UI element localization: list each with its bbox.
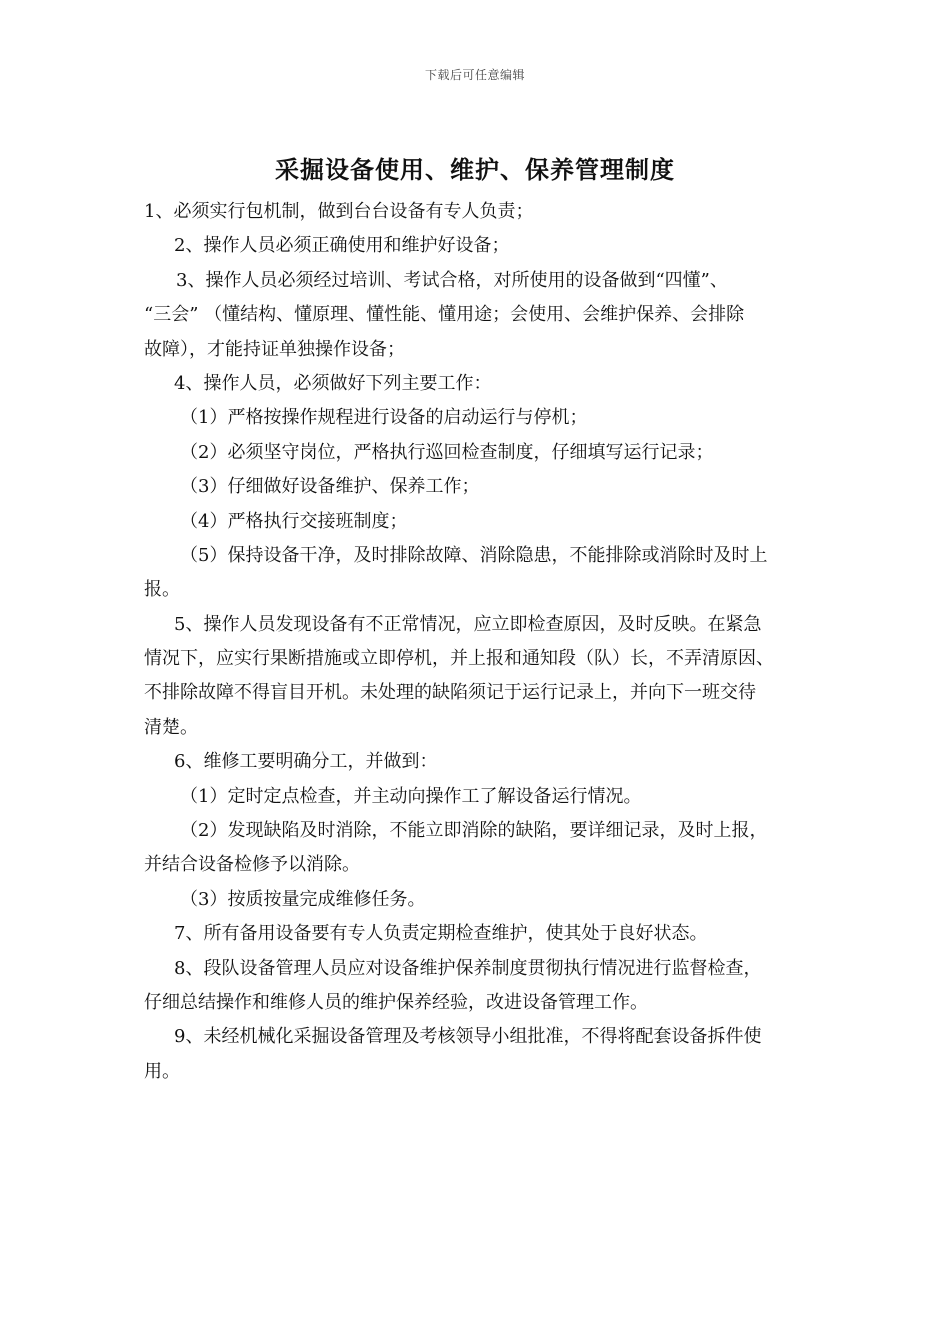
- text-line: 6、维修工要明确分工，并做到：: [174, 751, 438, 773]
- text-line: 情况下，应实行果断措施或立即停机，并上报和通知段（队）长，不弄清原因、: [144, 648, 774, 670]
- text-line: （1）严格按操作规程进行设备的启动运行与停机；: [180, 407, 588, 429]
- text-line: 2、操作人员必须正确使用和维护好设备；: [174, 235, 510, 257]
- text-line: 并结合设备检修予以消除。: [144, 854, 360, 876]
- text-line: （3）仔细做好设备维护、保养工作；: [180, 476, 480, 498]
- text-line: （5）保持设备干净，及时排除故障、消除隐患，不能排除或消除时及时上: [180, 544, 768, 566]
- text-line: 清楚。: [144, 716, 198, 738]
- text-line: 9、未经机械化采掘设备管理及考核领导小组批准，不得将配套设备拆件使: [174, 1026, 762, 1048]
- text-line: 5、操作人员发现设备有不正常情况，应立即检查原因，及时反映。在紧急: [174, 613, 762, 635]
- text-line: （2）必须坚守岗位，严格执行巡回检查制度，仔细填写运行记录；: [180, 441, 714, 463]
- text-line: “三会” （懂结构、懂原理、懂性能、懂用途；会使用、会维护保养、会排除: [144, 304, 745, 326]
- text-line: 1、必须实行包机制，做到台台设备有专人负责；: [144, 201, 534, 222]
- text-line: 7、所有备用设备要有专人负责定期检查维护，使其处于良好状态。: [174, 923, 708, 945]
- text-line: 报。: [144, 579, 180, 601]
- text-line: 3、操作人员必须经过培训、考试合格，对所使用的设备做到“四懂”、: [176, 269, 728, 291]
- text-line: 仔细总结操作和维修人员的维护保养经验，改进设备管理工作。: [144, 991, 648, 1013]
- text-line: 8、段队设备管理人员应对设备维护保养制度贯彻执行情况进行监督检查，: [174, 957, 762, 979]
- text-line: 4、操作人员，必须做好下列主要工作：: [174, 372, 492, 394]
- text-line: （1）定时定点检查，并主动向操作工了解设备运行情况。: [180, 785, 642, 807]
- text-line: （4）严格执行交接班制度；: [180, 510, 408, 532]
- text-line: （2）发现缺陷及时消除，不能立即消除的缺陷，要详细记录，及时上报，: [180, 820, 768, 842]
- document-body: [144, 195, 816, 1089]
- document-title: 采掘设备使用、维护、保养管理制度: [275, 155, 675, 184]
- text-line: （3）按质按量完成维修任务。: [180, 888, 426, 910]
- text-line: 用。: [144, 1060, 180, 1082]
- text-line: 不排除故障不得盲目开机。未处理的缺陷须记于运行记录上，并向下一班交待: [144, 682, 756, 704]
- header-note: 下载后可任意编辑: [424, 68, 525, 82]
- text-line: 故障），才能持证单独操作设备；: [144, 338, 405, 360]
